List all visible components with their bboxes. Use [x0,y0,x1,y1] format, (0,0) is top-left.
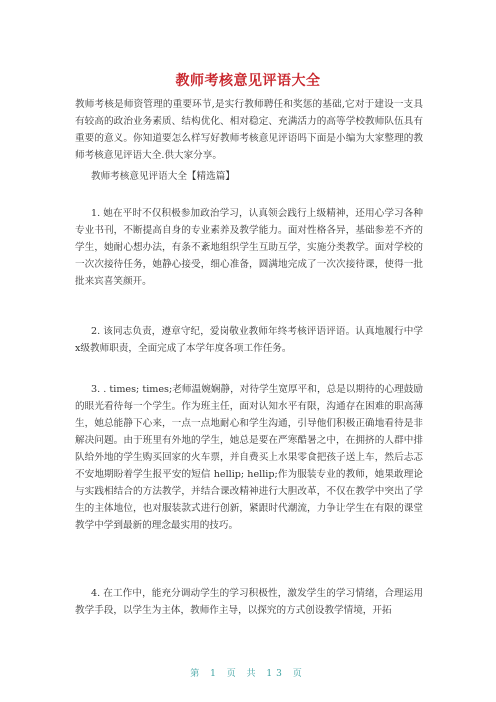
document-title: 教师考核意见评语大全 [175,73,321,89]
comment-item-1: 1. 她在平时不仅积极参加政治学习，认真领会践行上级精神，还用心学习各种专业书刊，不断提高自身的专业素养及教学能力。面对性格各异，基础参差不齐的学生，她耐心想办法，有条不紊地组织学生互助互学，实施分类教学。面对学校的一次次接待任务，她静心接受，细心准备，圆满地完成了一次次接待课，使得一批批来宾喜笑颜开。 [75,208,423,287]
comment-item-3: 3. . times; times;老师温婉娴静，对待学生宽厚平和，总是以期待的心理鼓励的眼光看待每一个学生。作为班主任，面对认知水平有限，沟通存在困难的职高薄生，她总能静下心来，一点一点地耐心和学生沟通，引导他们积极正确地看待是非解决问题。由于班里有外地的学生，她总是要在严寒酷暑之中，在拥挤的人群中排队给外地的学生购买回家的火车票，并自费买上水果零食把孩子送上车，然后忐忑不安地期盼着学生报平安的短信 hellip; hellip;作为服装专业的教师，她果敢理论与实践相结合的方法教学，并结合课改精神进行大胆改革，不仅在教学中突出了学生的主体地位，也对服装款式进行创新，紧跟时代潮流，力争让学生在有限的课堂教学中学到最新的理念最实用的技巧。 [75,384,423,531]
comment-item-2: 2. 该同志负责，遵章守纪，爱岗敬业教师年终考核评语评语。认真地履行中学x级教师职责，全面完成了本学年度各项工作任务。 [75,326,423,354]
intro-paragraph: 教师考核是师资管理的重要环节,是实行教师聘任和奖惩的基础,它对于建设一支具有较高的政治业务素质、结构优化、相对稳定、充满活力的高等学校教师队伍具有重要的意义。你知道要怎么样写好教师考核意见评语吗下面是小编为大家整理的教师考核意见评语大全.供大家分享。 [75,99,423,161]
page-footer: 第 1 页 共 13 页 [190,669,306,679]
section-heading: 教师考核意见评语大全【精选篇】 [91,171,235,182]
comment-item-4: 4. 在工作中，能充分调动学生的学习积极性，激发学生的学习情绪，合理运用教学手段，以学生为主体，教师作主导，以探究的方式创设教学情境，开拓 [75,588,423,616]
